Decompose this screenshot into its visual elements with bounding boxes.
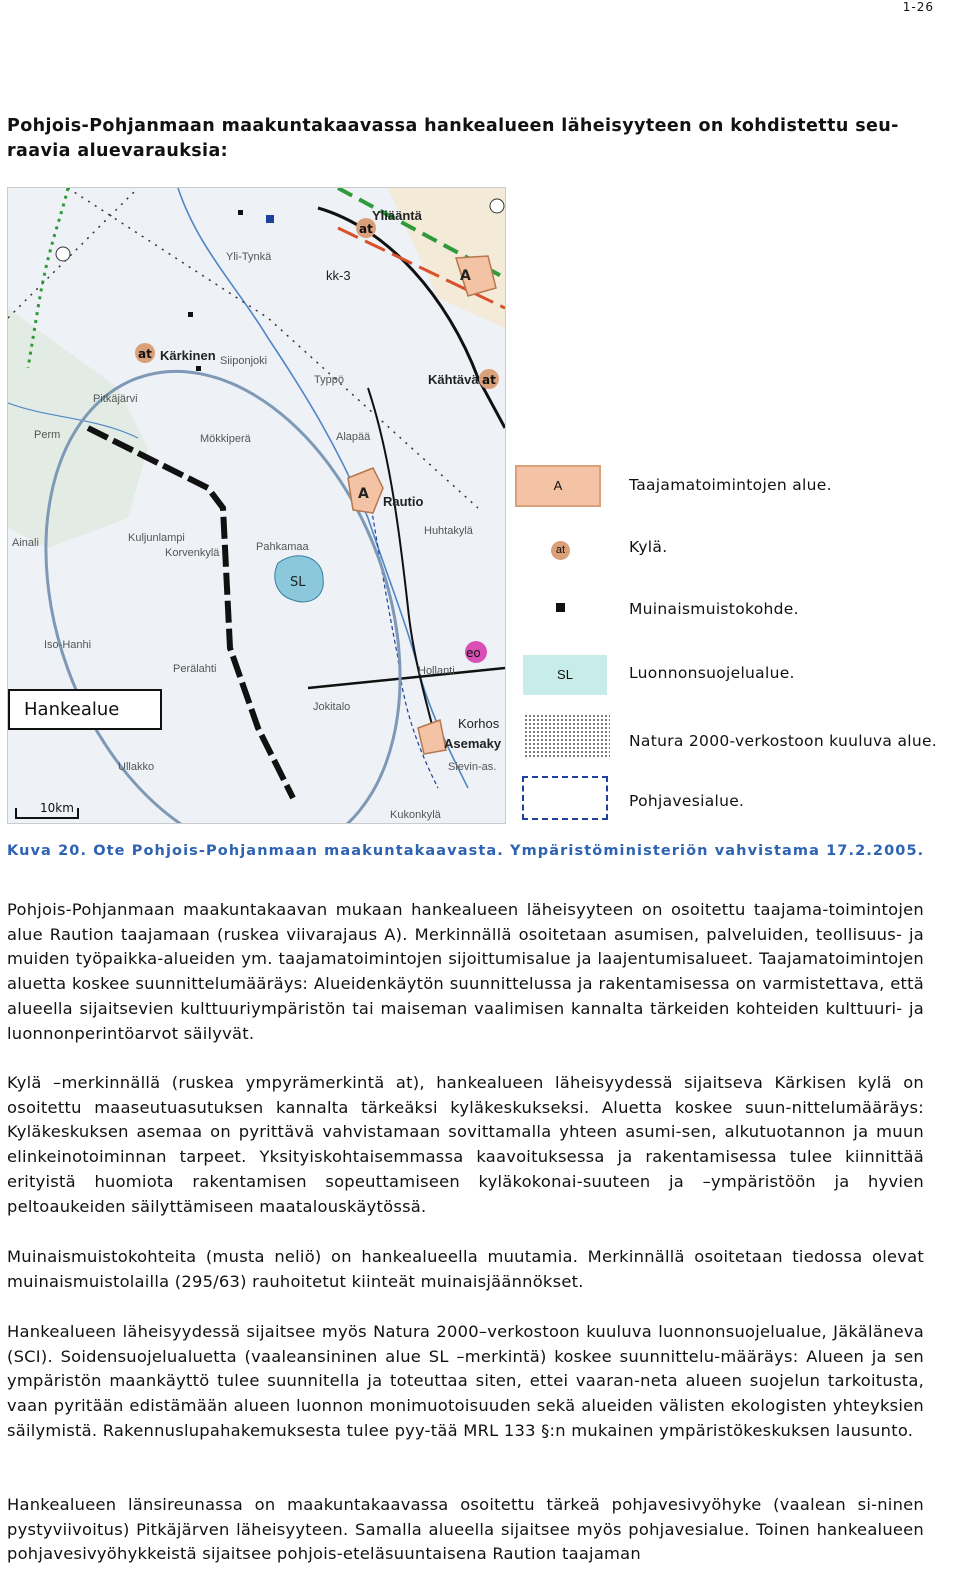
svg-text:at: at (482, 373, 496, 387)
svg-text:Jokitalo: Jokitalo (313, 701, 351, 713)
svg-text:A: A (358, 486, 369, 502)
paragraph-3: Muinaismuistokohteita (musta neliö) on hankealueella muutamia. Merkinnällä osoitetaan tiedossa olevat muinaismuistolailla (295/63) rauhoitetut kiinteät muinaisjäännökset. (7, 1247, 924, 1291)
svg-text:Korhos: Korhos (458, 716, 500, 731)
legend-label-monument: Muinaismuistokohde. (629, 600, 799, 618)
paragraph-5: Hankealueen länsireunassa on maakuntakaavassa osoitettu tärkeä pohjavesivyöhyke (vaalean si-ninen pystyviivoitus) Pitkäjärven läheisyyteen. Samalla alueella sijaitsee myös pohjavesialue. Toinen hankealueen pohjavesivyöhykkeistä sijaitsee pohjois-eteläsuuntaisena Raution taajaman (7, 1495, 924, 1564)
svg-text:Ainali: Ainali (12, 537, 39, 549)
legend-label-groundwater: Pohjavesialue. (629, 792, 745, 810)
svg-text:Huhtakylä: Huhtakylä (424, 525, 473, 537)
sl-area-label: SL (290, 575, 306, 590)
svg-text:Typpö: Typpö (314, 374, 344, 386)
svg-text:Hollanti: Hollanti (418, 665, 455, 677)
svg-text:Pitkäjärvi: Pitkäjärvi (93, 393, 138, 405)
project-area-label: Hankealue (8, 689, 162, 730)
svg-text:Perm: Perm (34, 429, 61, 441)
svg-text:at: at (359, 222, 373, 236)
legend-label-natura: Natura 2000-verkostoon kuuluva alue. (629, 732, 938, 750)
legend-symbol-sl-text: SL (557, 667, 573, 682)
section-heading: Pohjois-Pohjanmaan maakuntakaavassa hankealueen läheisyyteen on kohdistettu seu-raavia aluevarauksia: (7, 116, 899, 161)
svg-text:Sievin-as.: Sievin-as. (448, 761, 497, 773)
legend-symbol-a (515, 465, 601, 507)
svg-text:Yli-Tynkä: Yli-Tynkä (226, 251, 272, 263)
legend-symbol-sl (523, 655, 607, 695)
svg-text:Alapää: Alapää (336, 431, 371, 443)
legend-label-a: Taajamatoimintojen alue. (629, 476, 832, 494)
svg-text:Rautio: Rautio (383, 494, 424, 509)
svg-text:at: at (138, 347, 152, 361)
svg-text:Asemaky: Asemaky (444, 736, 502, 751)
svg-text:Kähtävä: Kähtävä (428, 372, 479, 387)
svg-text:Kuljunlampi: Kuljunlampi (128, 532, 185, 544)
svg-text:Perälahti: Perälahti (173, 663, 217, 675)
svg-text:Siiponjoki: Siiponjoki (220, 355, 268, 367)
legend-label-at: Kylä. (629, 538, 668, 556)
svg-text:Mökkiperä: Mökkiperä (200, 433, 251, 445)
legend-symbol-at (551, 541, 570, 560)
svg-text:Ullakko: Ullakko (118, 761, 155, 773)
legend-symbol-at-text: at (555, 544, 566, 556)
svg-text:A: A (460, 268, 471, 284)
svg-text:kk-3: kk-3 (326, 268, 351, 283)
legend-symbol-a-text: A (553, 478, 563, 493)
legend-symbol-natura (524, 714, 610, 758)
paragraph-1: Pohjois-Pohjanmaan maakuntakaavan mukaan hankealueen läheisyyteen on osoitettu taajama-toimintojen alue Raution taajamaan (ruskea viivarajaus A). Merkinnällä osoitetaan asumisen, palveluiden, teollisuus- ja muiden työpaikka-alueiden ym. taajamatoimintojen sijoittumisalue ja laajentumisalueet. Taajamatoimintojen aluetta koskee suunnittelumääräys: Alueidenkäytön suunnittelussa ja rakentamisessa on varmistettava, että alueella sijaitsevien kulttuuriympäristön tai maiseman vaalimisen kannalta tärkeiden kohteiden kulttuuri- ja luonnonperintöarvot säilyvät. (7, 900, 924, 1043)
legend-symbol-monument (556, 603, 565, 612)
svg-text:eo: eo (466, 646, 481, 660)
svg-text:Pahkamaa: Pahkamaa (256, 541, 309, 553)
paragraph-2: Kylä –merkinnällä (ruskea ympyrämerkintä at), hankealueen läheisyydessä sijaitseva Kärkisen kylä on osoitettu maaseutuasutuksen kannalta tärkeäksi kyläkeskukseksi. Aluetta koskee suun-nittelumääräys: Kyläkeskuksen asemaa on pyrittävä vahvistamaan sovittamalla yhteen asumi-sen, alkutuotannon ja muun elinkeinotoiminnan tarpeet. Yksityiskohtaisemmassa kaavoituksessa ja rakentamisessa tulee kiinnittää erityistä huomiota rakentamisen sopeuttamiseen kyläkokonai-suuteen ja –ympäristöön ja hyvien peltoaukeiden säilyttämiseen maatalouskäytössä. (7, 1073, 924, 1216)
paragraph-4: Hankealueen läheisyydessä sijaitsee myös Natura 2000–verkostoon kuuluva luonnonsuojelualue, Jäkäläneva (SCI). Soidensuojelualuetta (vaaleansininen alue SL –merkintä) koskee suunnittelu-määräys: Alueen ja sen ympäristön maankäyttö tulee suunnitella ja toteuttaa siten, ettei vaaran-neta alueen suojelun tarkoitusta, vaan pyritään edistämään alueen luonnon monimuotoisuuden sekä alueiden välisten ekologisten yhteyksien säilymistä. Rakennuslupahakemuksesta tulee pyy-tää MRL 133 §:n mukainen ympäristökeskuksen lausunto. (7, 1322, 924, 1440)
svg-text:Iso-Hanhi: Iso-Hanhi (44, 639, 92, 651)
svg-text:Korvenkylä: Korvenkylä (165, 547, 220, 559)
svg-text:Yliääntä: Yliääntä (372, 208, 422, 223)
figure-caption: Kuva 20. Ote Pohjois-Pohjanmaan maakuntakaavasta. Ympäristöministeriön vahvistama 17.2.2005. (7, 843, 925, 859)
map-scale-label: 10km (40, 801, 74, 815)
legend-symbol-groundwater (522, 776, 608, 820)
legend-label-sl: Luonnonsuojelualue. (629, 664, 795, 682)
svg-text:Kukonkylä: Kukonkylä (390, 809, 441, 821)
svg-text:Kärkinen: Kärkinen (160, 348, 216, 363)
page-number: 1-26 (902, 0, 934, 14)
